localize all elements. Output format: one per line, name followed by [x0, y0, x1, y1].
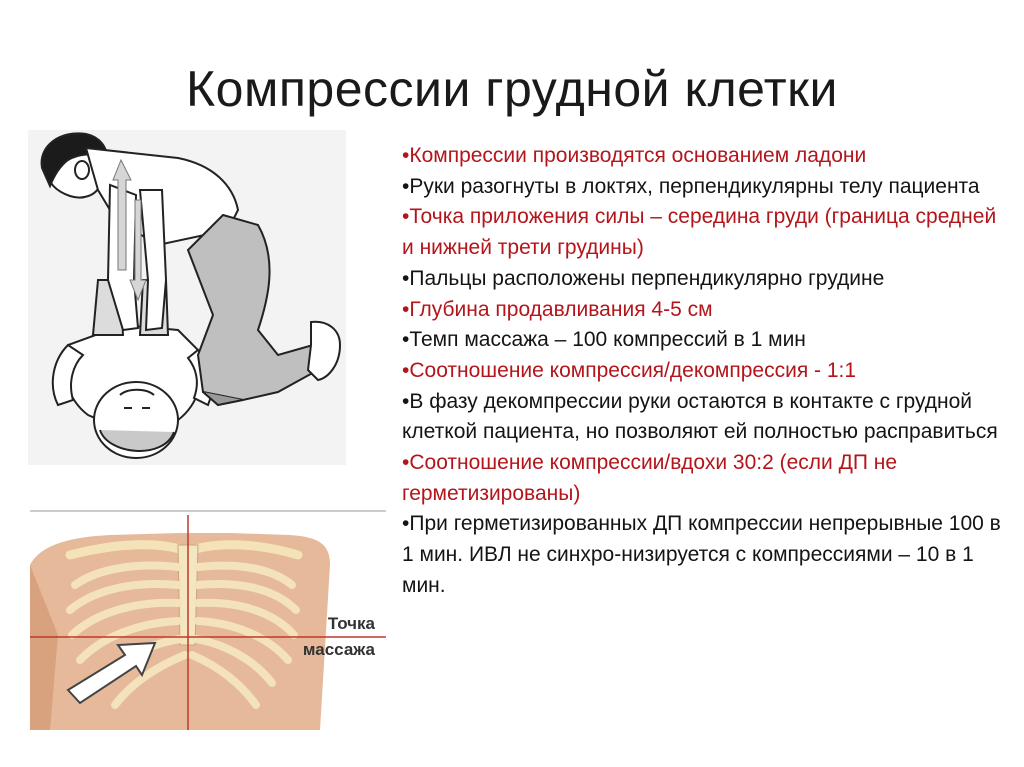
cpr-illustration [28, 130, 346, 465]
ribcage-drawing [30, 505, 386, 730]
ribcage-illustration [30, 505, 386, 730]
bullet-item: •Пальцы расположены перпендикулярно грудине [402, 266, 885, 290]
bullet-item: •При герметизированных ДП компрессии непрерывные 100 в 1 мин. ИВЛ не синхро-низируется с компрессиями – 10 в 1 мин. [402, 512, 1001, 597]
bullet-item: •Точка приложения силы – середина груди (граница средней и нижней трети грудины) [402, 205, 997, 260]
bullet-item: •Глубина продавливания 4-5 см [402, 297, 713, 321]
bullet-list [402, 141, 1012, 602]
bullet-item: •В фазу декомпрессии руки остаются в контакте с грудной клеткой пациента, но позволяют ей полностью расправиться [402, 389, 998, 444]
bullet-item: •Компрессии производятся основанием ладони [402, 144, 867, 167]
bullet-item: •Соотношение компрессии/вдохи 30:2 (если ДП не герметизированы) [402, 451, 898, 505]
page-title: Компрессии грудной клетки [186, 61, 838, 117]
massage-point-label-line1: Точка [327, 614, 375, 633]
massage-point-label-line2: массажа [302, 640, 375, 659]
bullet-item: •Руки разогнуты в локтях, перпендикулярны телу пациента [402, 174, 980, 198]
bullet-item: •Темп массажа – 100 компрессий в 1 мин [402, 328, 806, 352]
bullet-item: •Соотношение компрессия/декомпрессия - 1:1 [402, 358, 857, 382]
cpr-drawing [28, 130, 346, 465]
